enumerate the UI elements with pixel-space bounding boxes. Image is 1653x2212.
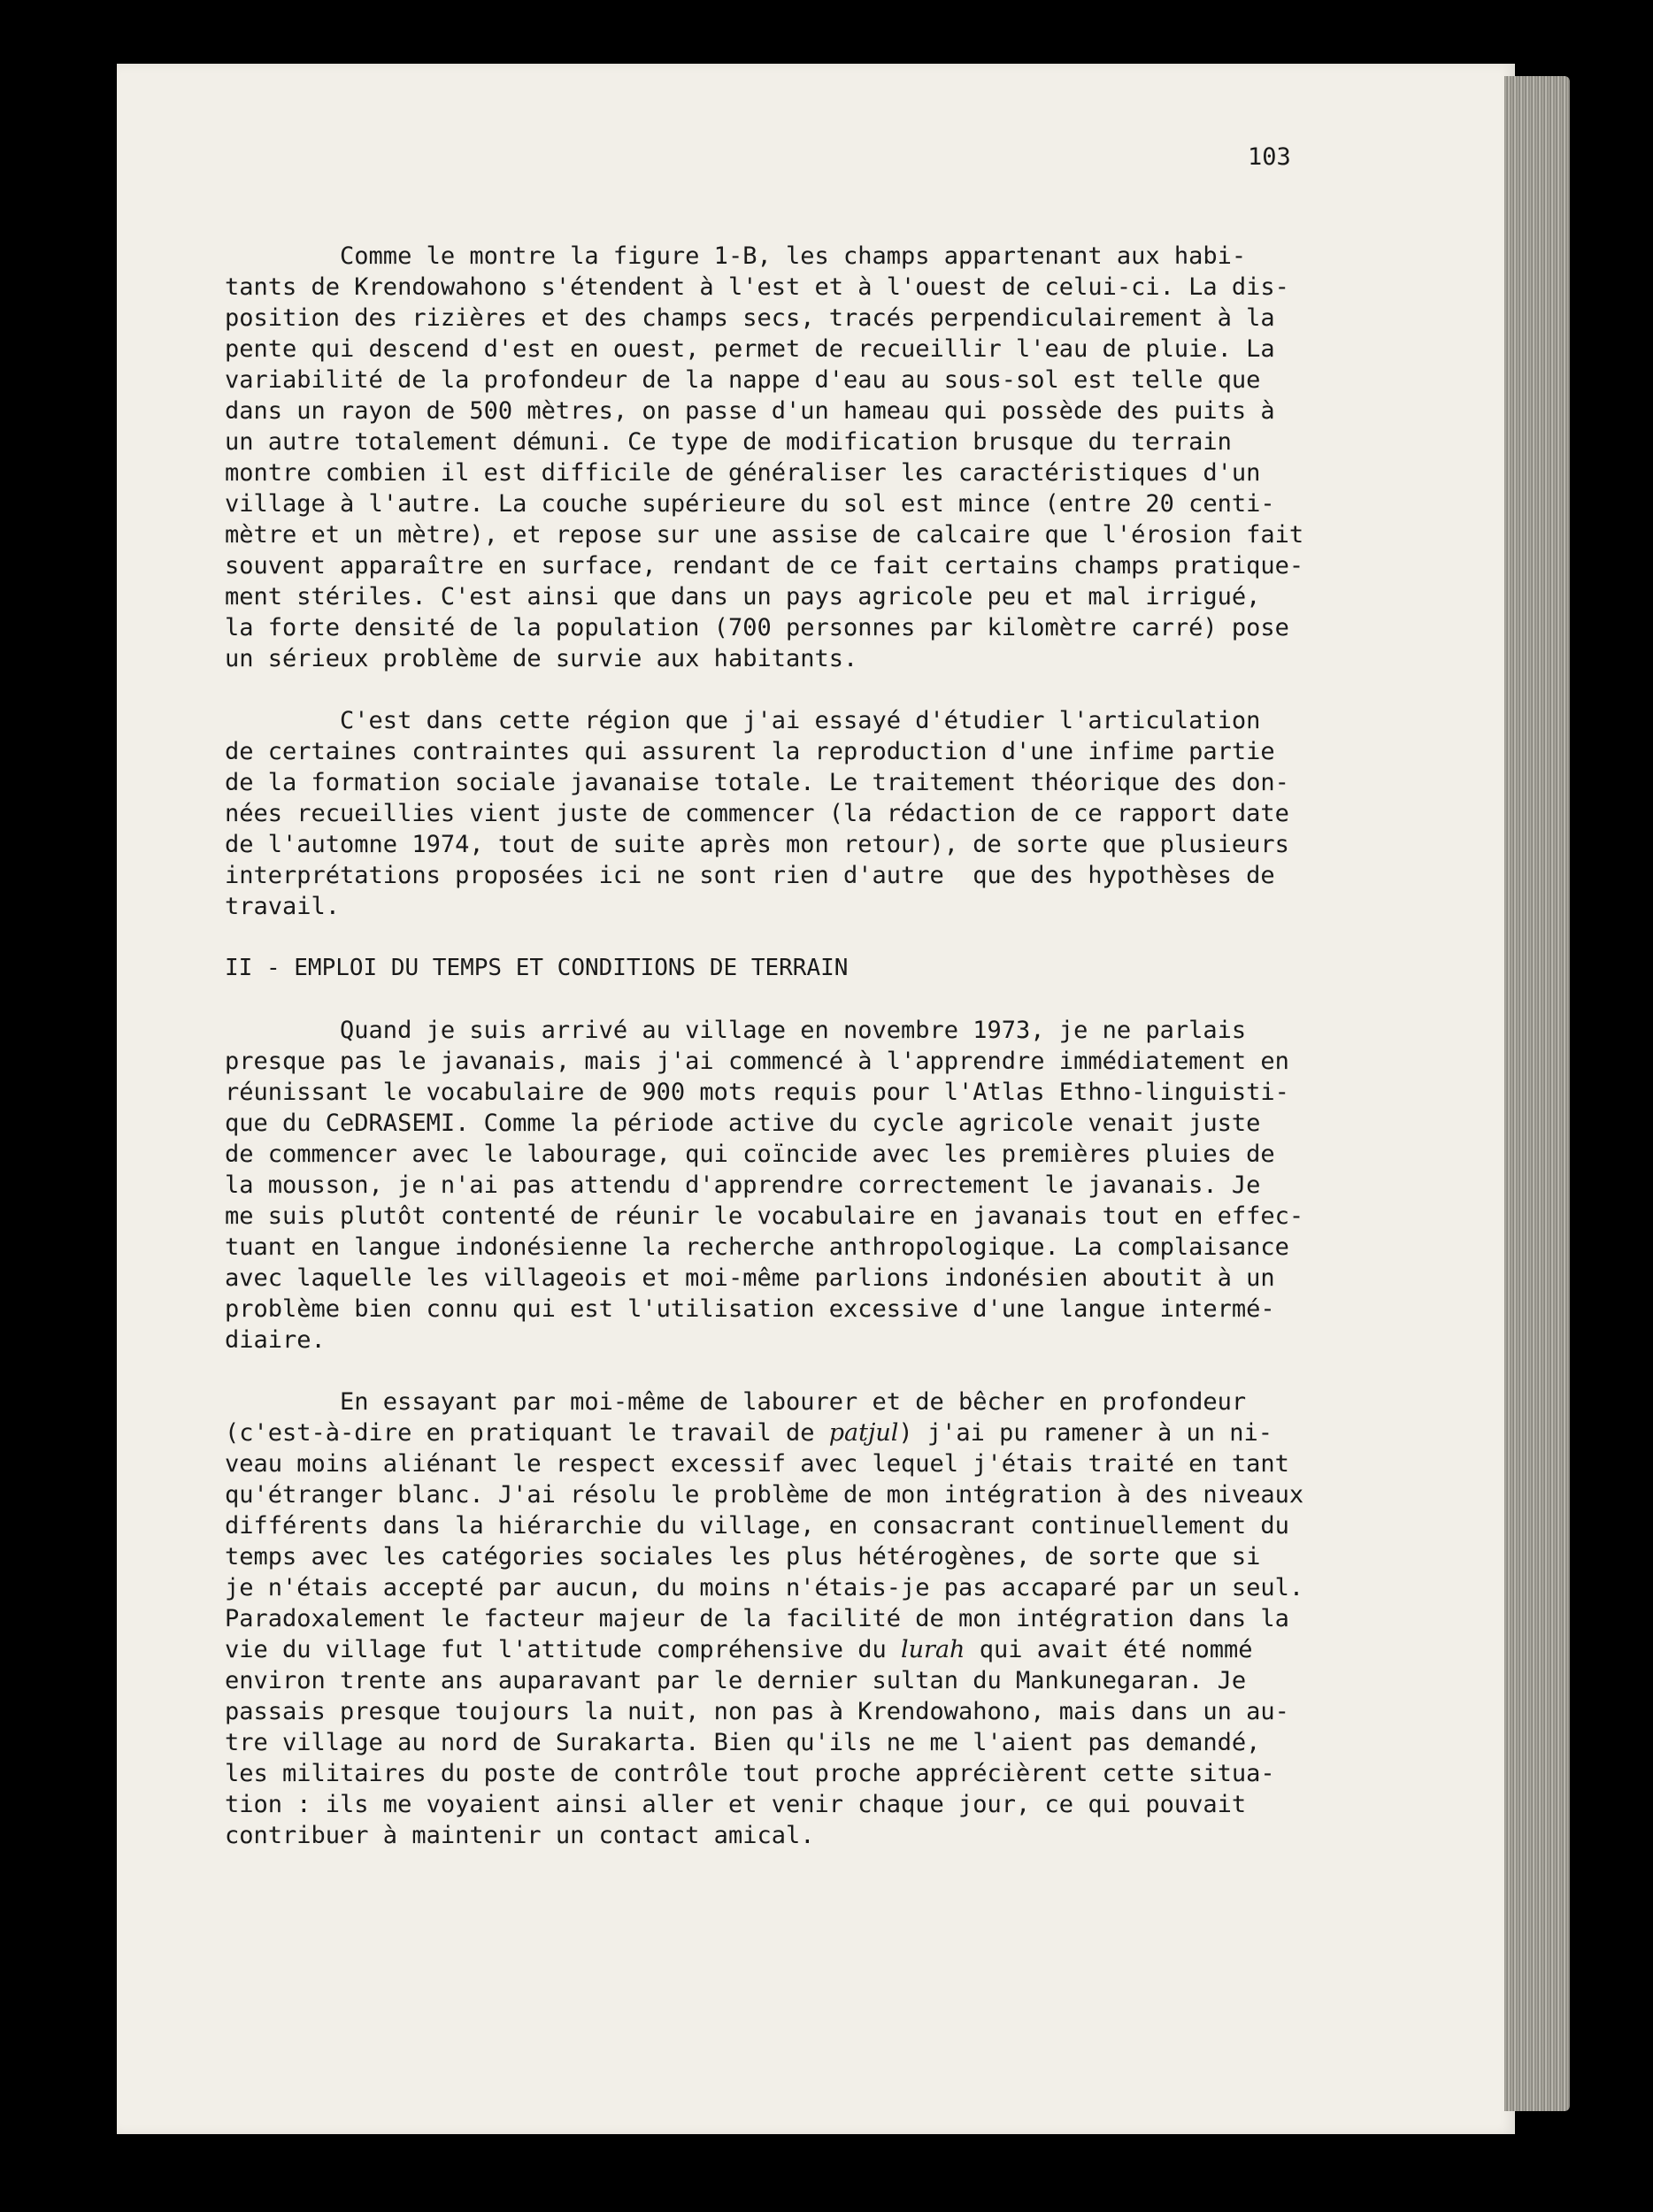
text-line: interprétations proposées ici ne sont rien d'autre que des hypothèses de: [225, 862, 1275, 889]
text-line: les militaires du poste de contrôle tout proche apprécièrent cette situa-: [225, 1760, 1275, 1787]
italic-term-lurah: lurah: [901, 1636, 965, 1663]
paragraph-3: [225, 1015, 1366, 1356]
text-line: souvent apparaître en surface, rendant de ce fait certains champs pratique-: [225, 552, 1304, 580]
text-line: position des rizières et des champs secs, tracés perpendiculairement à la: [225, 304, 1275, 332]
text-segment: (c'est-à-dire en pratiquant le travail de: [225, 1419, 829, 1447]
text-line: mètre et un mètre), et repose sur une assise de calcaire que l'érosion fait: [225, 521, 1304, 549]
text-line: temps avec les catégories sociales les plus hétérogènes, de sorte que si: [225, 1543, 1261, 1571]
text-line: pente qui descend d'est en ouest, permet de recueillir l'eau de pluie. La: [225, 335, 1275, 363]
text-line: contribuer à maintenir un contact amical.: [225, 1822, 815, 1849]
text-line: de l'automne 1974, tout de suite après mon retour), de sorte que plusieurs: [225, 831, 1289, 858]
paragraph-4: [225, 1386, 1366, 1851]
text-line: village à l'autre. La couche supérieure du sol est mince (entre 20 centi-: [225, 490, 1275, 518]
text-line: tants de Krendowahono s'étendent à l'est et à l'ouest de celui-ci. La dis-: [225, 273, 1289, 301]
text-line: la mousson, je n'ai pas attendu d'apprendre correctement le javanais. Je: [225, 1171, 1261, 1199]
text-line: avec laquelle les villageois et moi-même parlions indonésien aboutit à un: [225, 1264, 1275, 1292]
text-line: C'est dans cette région que j'ai essayé d'étudier l'articulation: [225, 707, 1261, 734]
text-line: différents dans la hiérarchie du village, en consacrant continuellement du: [225, 1512, 1289, 1540]
page-number: 103: [1248, 143, 1291, 171]
text-line: que du CeDRASEMI. Comme la période active du cycle agricole venait juste: [225, 1110, 1261, 1137]
italic-term-patjul: patjul: [828, 1419, 899, 1447]
text-line: environ trente ans auparavant par le dernier sultan du Mankunegaran. Je: [225, 1667, 1247, 1694]
text-line: veau moins aliénant le respect excessif avec lequel j'étais traité en tant: [225, 1450, 1289, 1478]
text-line: me suis plutôt contenté de réunir le vocabulaire en javanais tout en effec-: [225, 1202, 1304, 1230]
text-line: réunissant le vocabulaire de 900 mots requis pour l'Atlas Ethno-linguisti-: [225, 1079, 1289, 1106]
text-line: un autre totalement démuni. Ce type de modification brusque du terrain: [225, 428, 1232, 456]
text-line: [225, 1417, 1366, 1448]
text-line: qu'étranger blanc. J'ai résolu le problème de mon intégration à des niveaux: [225, 1481, 1304, 1509]
text-line: un sérieux problème de survie aux habitants.: [225, 645, 858, 672]
text-line: Paradoxalement le facteur majeur de la facilité de mon intégration dans la: [225, 1605, 1289, 1632]
text-line: presque pas le javanais, mais j'ai commencé à l'apprendre immédiatement en: [225, 1048, 1289, 1075]
section-heading: II - EMPLOI DU TEMPS ET CONDITIONS DE TERRAIN: [225, 955, 849, 981]
text-line: variabilité de la profondeur de la nappe d'eau au sous-sol est telle que: [225, 366, 1261, 394]
text-line: ment stériles. C'est ainsi que dans un pays agricole peu et mal irrigué,: [225, 583, 1261, 611]
text-line: tre village au nord de Surakarta. Bien qu'ils ne me l'aient pas demandé,: [225, 1729, 1261, 1756]
text-line: de la formation sociale javanaise totale. Le traitement théorique des don-: [225, 769, 1289, 796]
text-segment: qui avait été nommé: [965, 1636, 1253, 1663]
text-line: la forte densité de la population (700 personnes par kilomètre carré) pose: [225, 614, 1289, 641]
body-text: [225, 241, 1366, 1882]
text-line: problème bien connu qui est l'utilisation excessive d'une langue intermé-: [225, 1295, 1275, 1323]
page-edges: [1504, 76, 1570, 2111]
text-line: Comme le montre la figure 1-B, les champs appartenant aux habi-: [225, 242, 1247, 270]
text-line: [225, 1634, 1366, 1665]
text-line: tuant en langue indonésienne la recherche anthropologique. La complaisance: [225, 1233, 1289, 1261]
text-line: passais presque toujours la nuit, non pas à Krendowahono, mais dans un au-: [225, 1698, 1289, 1725]
paragraph-1: [225, 241, 1366, 674]
text-line: de certaines contraintes qui assurent la reproduction d'une infime partie: [225, 738, 1275, 765]
text-line: En essayant par moi-même de labourer et de bêcher en profondeur: [225, 1388, 1247, 1416]
text-segment: vie du village fut l'attitude compréhensive du: [225, 1636, 902, 1663]
text-segment: ) j'ai pu ramener à un ni-: [898, 1419, 1273, 1447]
text-line: travail.: [225, 893, 341, 920]
text-line: tion : ils me voyaient ainsi aller et venir chaque jour, ce qui pouvait: [225, 1791, 1247, 1818]
text-line: nées recueillies vient juste de commencer (la rédaction de ce rapport date: [225, 800, 1289, 827]
text-line: diaire.: [225, 1326, 326, 1354]
paragraph-2: [225, 705, 1366, 922]
text-line: de commencer avec le labourage, qui coïncide avec les premières pluies de: [225, 1141, 1275, 1168]
text-line: je n'étais accepté par aucun, du moins n'étais-je pas accaparé par un seul.: [225, 1574, 1304, 1601]
text-line: Quand je suis arrivé au village en novembre 1973, je ne parlais: [225, 1017, 1247, 1044]
text-line: dans un rayon de 500 mètres, on passe d'un hameau qui possède des puits à: [225, 397, 1275, 425]
text-line: montre combien il est difficile de généraliser les caractéristiques d'un: [225, 459, 1261, 487]
